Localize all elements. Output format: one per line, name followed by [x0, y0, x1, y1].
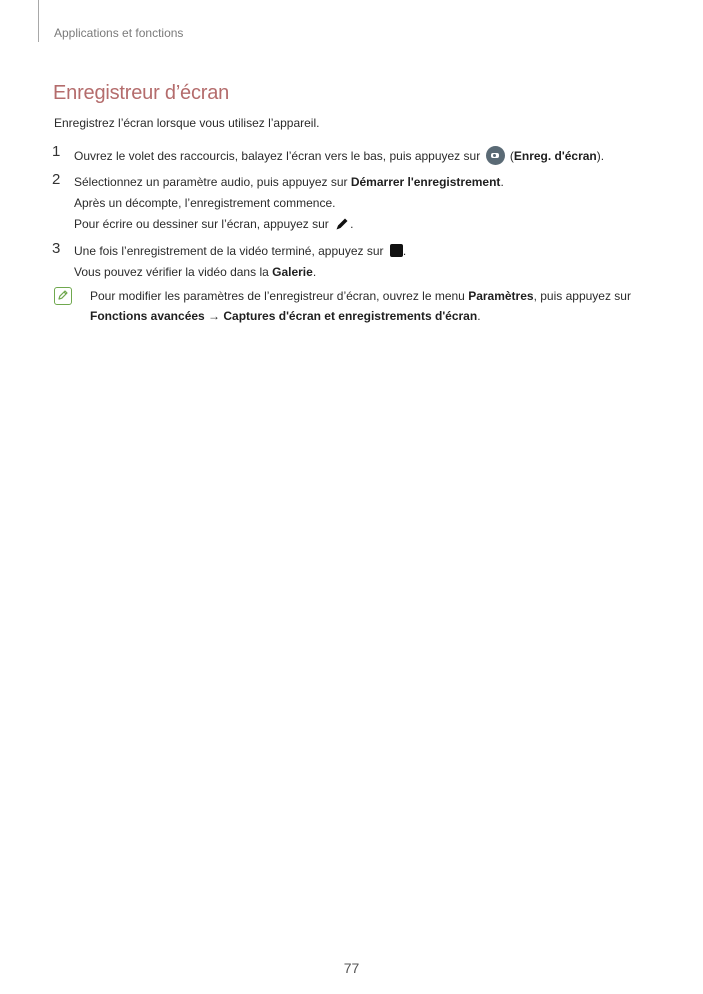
step-text: ). [596, 149, 605, 163]
arrow: → [204, 309, 224, 323]
step-text: . [350, 217, 354, 231]
step-text: Une fois l’enregistrement de la vidéo terminé, appuyez sur [74, 244, 387, 258]
stop-icon [390, 244, 403, 257]
button-label: Démarrer l'enregistrement [350, 175, 501, 189]
step-text: . [312, 265, 317, 279]
step-number: 3 [52, 240, 61, 257]
running-header: Applications et fonctions [54, 26, 184, 40]
menu-label: Enreg. d'écran [513, 149, 597, 163]
step-text: ( [506, 149, 514, 163]
step-text: . [500, 175, 504, 189]
header-divider [38, 0, 39, 42]
page-title: Enregistreur d’écran [53, 82, 230, 104]
step-text: Après un décompte, l’enregistrement commence. [74, 196, 336, 210]
menu-label: Paramètres [468, 289, 534, 303]
step-number: 1 [52, 143, 61, 160]
step-text: . [402, 244, 407, 258]
screen-recorder-icon [486, 146, 505, 165]
step-text: Ouvrez le volet des raccourcis, balayez l’écran vers le bas, puis appuyez sur [74, 149, 484, 163]
note-pencil-icon [54, 287, 72, 305]
page-number: 77 [343, 960, 360, 976]
menu-label: Fonctions avancées [90, 309, 205, 323]
note-text: Pour modifier les paramètres de l’enregistreur d’écran, ouvrez le menu Paramètres, puis appuyez sur Fonctions avancées → Captures d'écran et enregistrements d'écran. [90, 289, 631, 323]
step-text: Pour écrire ou dessiner sur l’écran, appuyez sur [74, 217, 333, 231]
pen-icon [334, 216, 350, 236]
step-number: 2 [52, 171, 61, 188]
menu-label: Captures d'écran et enregistrements d'écran [223, 309, 478, 323]
intro-paragraph: Enregistrez l’écran lorsque vous utilisez l’appareil. [54, 116, 320, 130]
app-name: Galerie [272, 265, 313, 279]
step-text: Sélectionnez un paramètre audio, puis appuyez sur [74, 175, 351, 189]
step-text: Vous pouvez vérifier la vidéo dans la [74, 265, 273, 279]
